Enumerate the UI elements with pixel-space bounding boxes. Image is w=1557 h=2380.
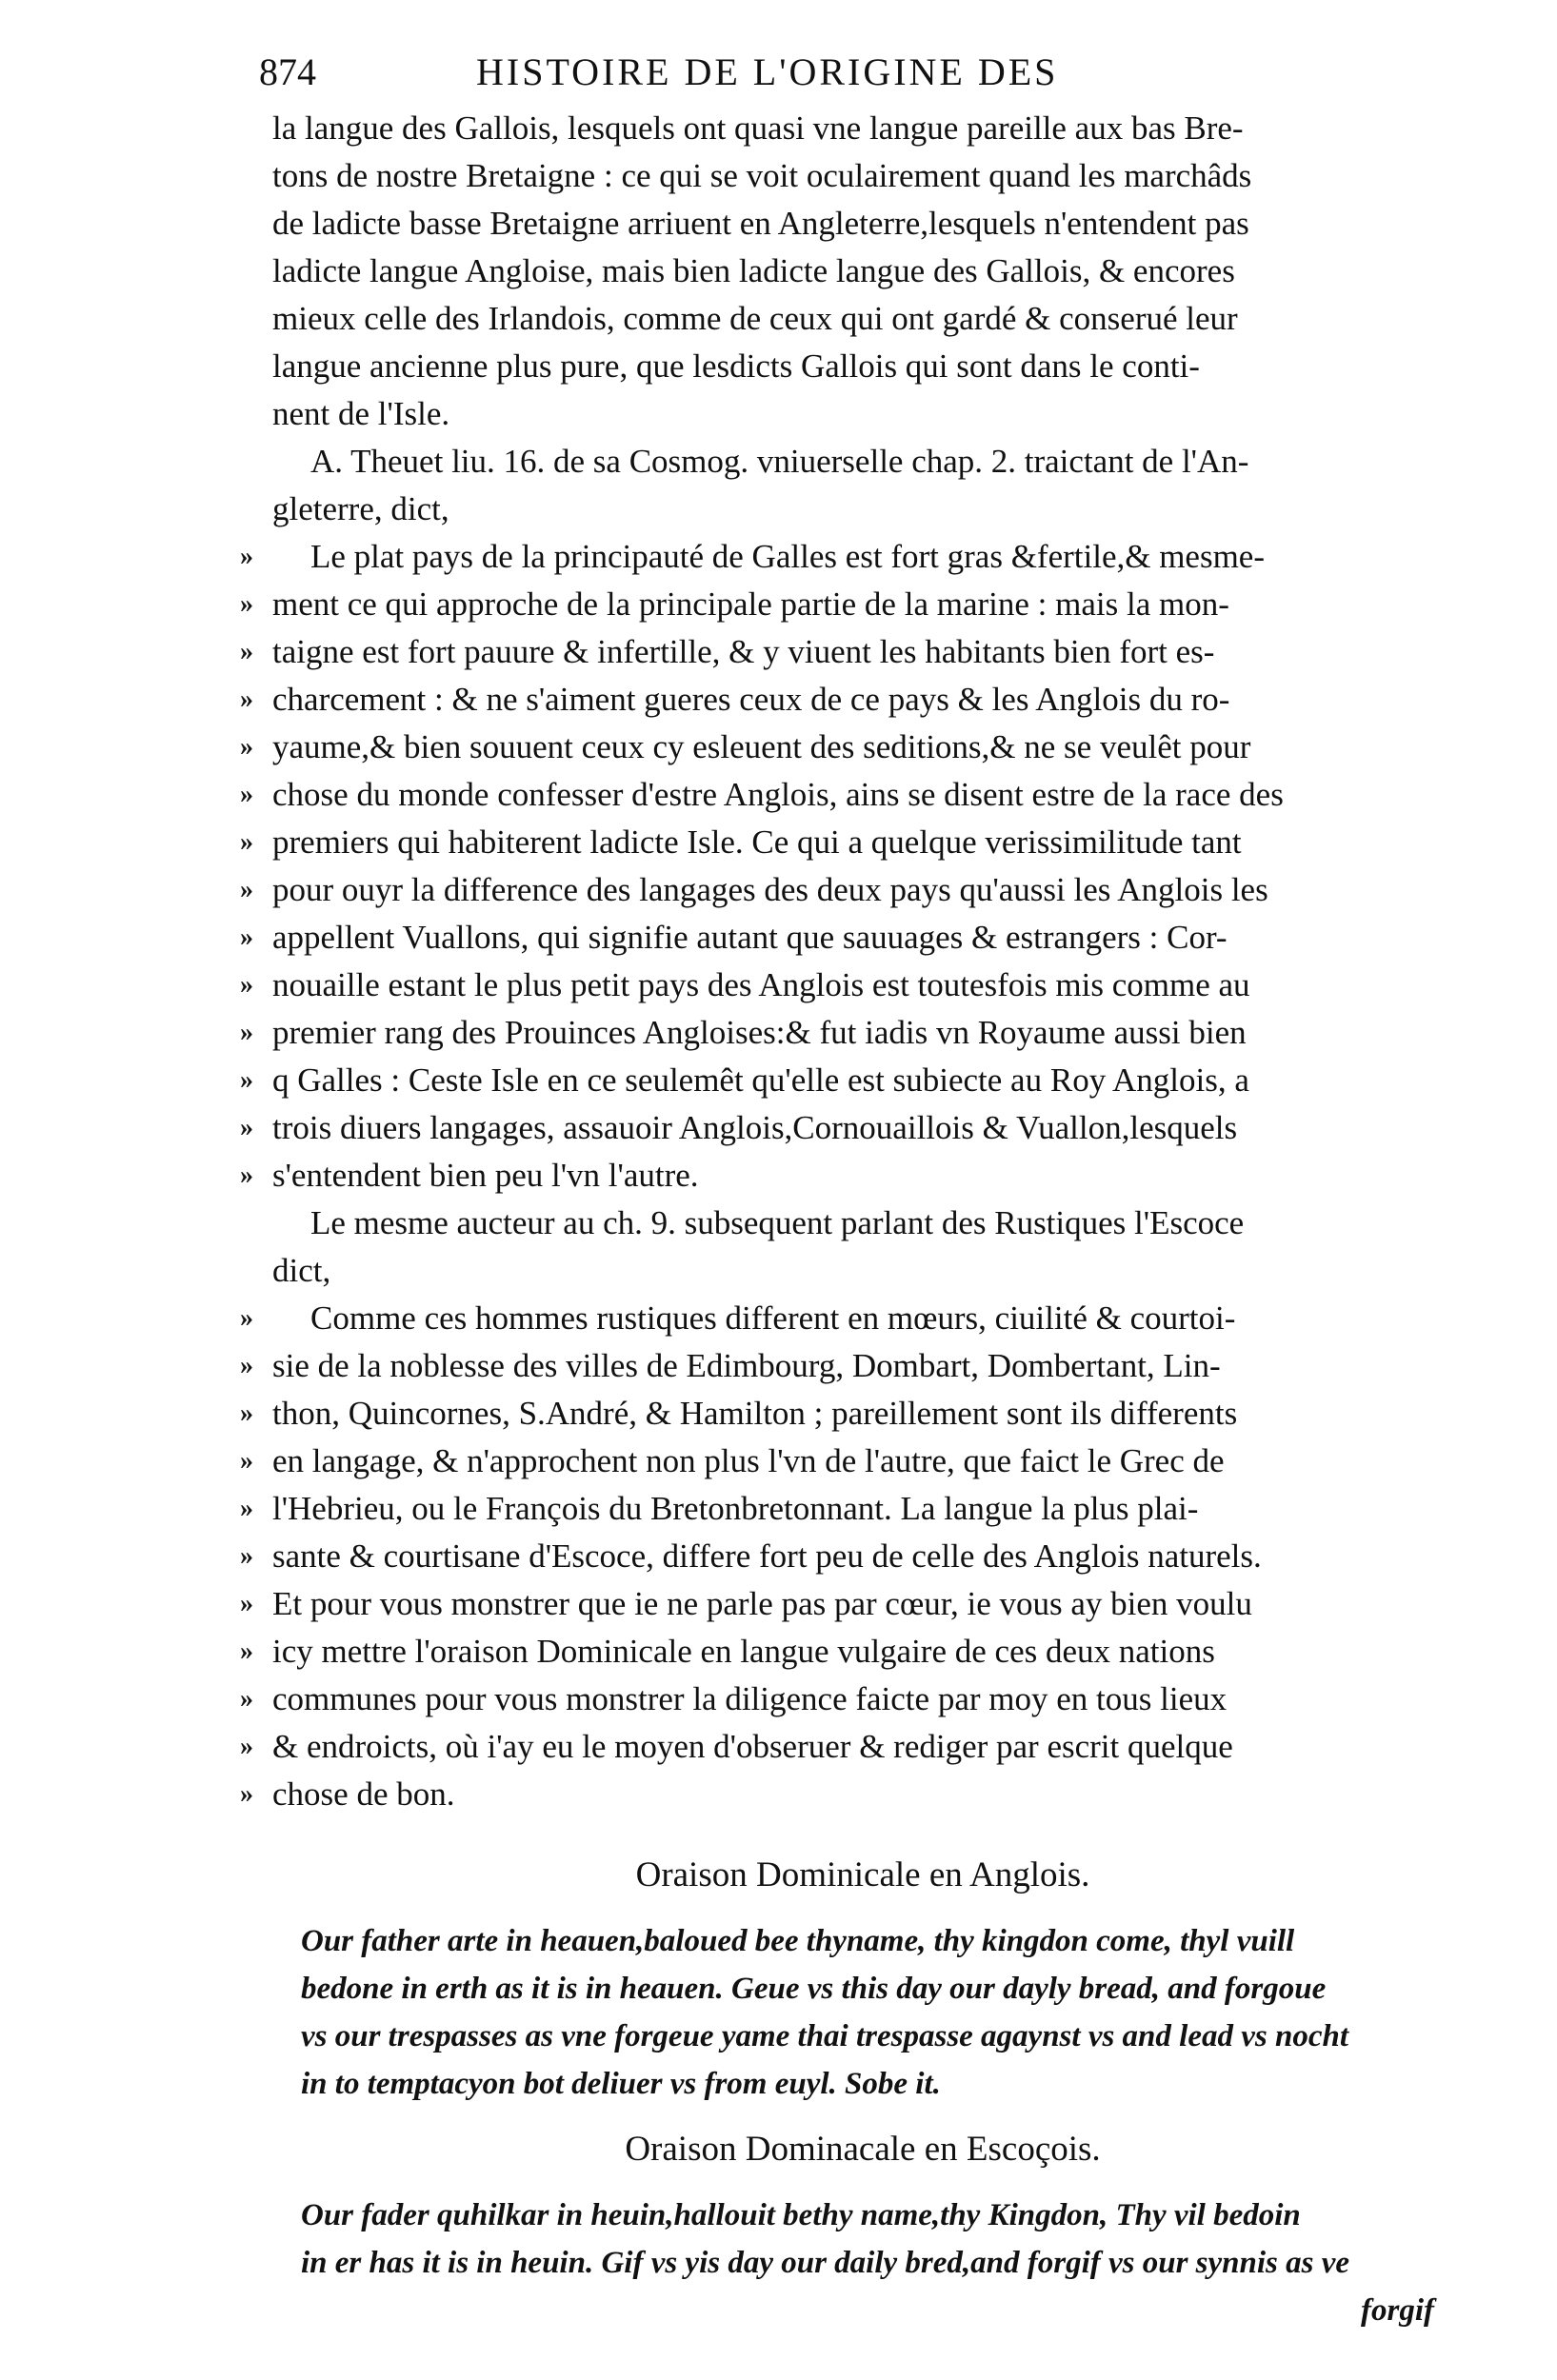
quote-marker: » xyxy=(240,970,253,1000)
text-line: langue ancienne plus pure, que lesdicts Gallois qui sont dans le conti- xyxy=(272,347,1200,385)
text-line: A. Theuet liu. 16. de sa Cosmog. vniuerselle chap. 2. traictant de l'An- xyxy=(310,443,1249,480)
quoted-text: communes pour vous monstrer la diligence faicte par moy en tous lieux xyxy=(272,1680,1228,1717)
quoted-line xyxy=(240,771,1453,819)
quote-marker: » xyxy=(240,922,253,952)
quote-marker: » xyxy=(240,1113,253,1142)
quoted-line xyxy=(240,1104,1453,1152)
section-heading: Oraison Dominicale en Anglois. xyxy=(635,1855,1090,1894)
quoted-line xyxy=(240,1533,1453,1580)
quoted-line xyxy=(240,819,1453,866)
quote-marker: » xyxy=(240,637,253,666)
quoted-text: icy mettre l'oraison Dominicale en langue vulgaire de ces deux nations xyxy=(272,1633,1215,1670)
quoted-line xyxy=(240,1057,1453,1104)
quoted-text: & endroicts, où i'ay eu le moyen d'obseruer & rediger par escrit quelque xyxy=(272,1728,1233,1765)
quoted-text: sie de la noblesse des villes de Edimbourg, Dombart, Dombertant, Lin- xyxy=(272,1347,1221,1384)
text-line: tons de nostre Bretaigne : ce qui se voit oculairement quand les marchâds xyxy=(272,157,1252,194)
quoted-text: thon, Quincornes, S.André, & Hamilton ; pareillement sont ils differents xyxy=(272,1395,1238,1432)
spacer xyxy=(272,1818,1453,1847)
paragraph-2 xyxy=(272,438,1453,533)
page-number: 874 xyxy=(259,50,316,93)
quote-marker: » xyxy=(240,1589,253,1618)
section-scottish xyxy=(272,2121,1453,2334)
quoted-text: chose du monde confesser d'estre Anglois, ains se disent estre de la race des xyxy=(272,776,1284,813)
quoted-text: appellent Vuallons, qui signifie autant que sauuages & estrangers : Cor- xyxy=(272,919,1228,956)
text-line: de ladicte basse Bretaigne arriuent en Angleterre,lesquels n'entendent pas xyxy=(272,205,1249,242)
prayer-line: in to temptacyon bot deliuer vs from euyl. Sobe it. xyxy=(301,2067,941,2101)
quote-marker: » xyxy=(240,1303,253,1333)
quoted-text: ment ce qui approche de la principale partie de la marine : mais la mon- xyxy=(272,585,1229,623)
quoted-text: Comme ces hommes rustiques different en mœurs, ciuilité & courtoi- xyxy=(310,1299,1236,1337)
text-line: la langue des Gallois, lesquels ont quasi vne langue pareille aux bas Bre- xyxy=(272,109,1244,147)
prayer-line: bedone in erth as it is in heauen. Geue vs this day our dayly bread, and forgoue xyxy=(301,1972,1327,2006)
text-line: nent de l'Isle. xyxy=(272,395,450,432)
prayer-line: Our father arte in heauen,baloued bee thyname, thy kingdon come, thyl vuill xyxy=(301,1924,1295,1958)
quoted-line xyxy=(240,581,1453,628)
quoted-line xyxy=(240,866,1453,914)
quote-marker: » xyxy=(240,684,253,714)
quoted-line xyxy=(240,533,1453,581)
quoted-text: premiers qui habiterent ladicte Isle. Ce qui a quelque verissimilitude tant xyxy=(272,823,1242,861)
quoted-text: Le plat pays de la principauté de Galles est fort gras &fertile,& mesme- xyxy=(310,538,1265,575)
quoted-text: chose de bon. xyxy=(272,1775,455,1813)
prayer-line: vs our trespasses as vne forgeue yame thai trespasse agaynst vs and lead vs nocht xyxy=(301,2019,1348,2053)
quoted-line xyxy=(240,1009,1453,1057)
quote-marker: » xyxy=(240,1065,253,1095)
text-line: Le mesme aucteur au ch. 9. subsequent parlant des Rustiques l'Escoce xyxy=(310,1204,1245,1241)
text-line: gleterre, dict, xyxy=(272,490,449,527)
quote-marker: » xyxy=(240,1541,253,1571)
quote-theuet-galles xyxy=(240,533,1453,1200)
quote-marker: » xyxy=(240,827,253,857)
text-line: mieux celle des Irlandois, comme de ceux qui ont gardé & conserué leur xyxy=(272,300,1238,337)
quoted-line xyxy=(240,1152,1453,1200)
quote-marker: » xyxy=(240,1494,253,1523)
quoted-line xyxy=(240,1628,1453,1676)
quoted-text: en langage, & n'approchent non plus l'vn de l'autre, que faict le Grec de xyxy=(272,1442,1225,1479)
quoted-text: premier rang des Prouinces Angloises:& fut iadis vn Royaume aussi bien xyxy=(272,1014,1247,1051)
quoted-text: yaume,& bien souuent ceux cy esleuent des seditions,& ne se veulêt pour xyxy=(272,728,1251,765)
spacer xyxy=(272,2108,1453,2121)
quoted-text: l'Hebrieu, ou le François du Bretonbretonnant. La langue la plus plai- xyxy=(272,1490,1199,1527)
quoted-line xyxy=(240,1390,1453,1438)
quote-theuet-escoce xyxy=(240,1295,1453,1818)
section-english xyxy=(272,1847,1453,2108)
quoted-line xyxy=(240,1295,1453,1342)
section-heading: Oraison Dominacale en Escoçois. xyxy=(625,2130,1101,2169)
body-text xyxy=(240,105,1453,2334)
quoted-line xyxy=(240,724,1453,771)
quoted-line xyxy=(240,1771,1453,1818)
running-title: HISTOIRE DE L'ORIGINE DES xyxy=(476,50,1059,93)
paragraph-1 xyxy=(272,105,1453,438)
quoted-text: q Galles : Ceste Isle en ce seulemêt qu'elle est subiecte au Roy Anglois, a xyxy=(272,1061,1249,1099)
text-line: dict, xyxy=(272,1252,331,1289)
page-header xyxy=(259,46,1459,103)
quoted-text: nouaille estant le plus petit pays des Anglois est toutesfois mis comme au xyxy=(272,966,1250,1003)
quote-marker: » xyxy=(240,1636,253,1666)
quote-marker: » xyxy=(240,875,253,904)
paragraph-3 xyxy=(272,1200,1453,1295)
catchword: forgif xyxy=(1361,2293,1434,2328)
quote-marker: » xyxy=(240,1398,253,1428)
quoted-line xyxy=(240,1342,1453,1390)
quoted-text: pour ouyr la difference des langages des deux pays qu'aussi les Anglois les xyxy=(272,871,1268,908)
quote-marker: » xyxy=(240,1018,253,1047)
text-line: ladicte langue Angloise, mais bien ladicte langue des Gallois, & encores xyxy=(272,252,1235,289)
quoted-line xyxy=(240,962,1453,1009)
quote-marker: » xyxy=(240,589,253,619)
quoted-text: s'entendent bien peu l'vn l'autre. xyxy=(272,1157,699,1194)
quote-marker: » xyxy=(240,780,253,809)
quoted-text: trois diuers langages, assauoir Anglois,Cornouaillois & Vuallon,lesquels xyxy=(272,1109,1238,1146)
quote-marker: » xyxy=(240,1160,253,1190)
quoted-text: taigne est fort pauure & infertille, & y viuent les habitants bien fort es- xyxy=(272,633,1215,670)
quoted-line xyxy=(240,1723,1453,1771)
spacer xyxy=(272,2178,1453,2192)
prayer-line: in er has it is in heuin. Gif vs yis day our daily bred,and forgif vs our synnis as ve xyxy=(301,2246,1350,2280)
quoted-text: Et pour vous monstrer que ie ne parle pas par cœur, ie vous ay bien voulu xyxy=(272,1585,1252,1622)
quote-marker: » xyxy=(240,1446,253,1476)
quoted-line xyxy=(240,628,1453,676)
quote-marker: » xyxy=(240,542,253,571)
quote-marker: » xyxy=(240,732,253,762)
quote-marker: » xyxy=(240,1684,253,1714)
quoted-text: sante & courtisane d'Escoce, differe fort peu de celle des Anglois naturels. xyxy=(272,1537,1262,1575)
quote-marker: » xyxy=(240,1351,253,1380)
quoted-line xyxy=(240,914,1453,962)
quoted-line xyxy=(240,676,1453,724)
quote-marker: » xyxy=(240,1779,253,1809)
quoted-line xyxy=(240,1580,1453,1628)
quoted-line xyxy=(240,1485,1453,1533)
prayer-line: Our fader quhilkar in heuin,hallouit bethy name,thy Kingdon, Thy vil bedoin xyxy=(301,2198,1301,2232)
spacer xyxy=(272,1904,1453,1917)
quoted-text: charcement : & ne s'aiment gueres ceux de ce pays & les Anglois du ro- xyxy=(272,681,1230,718)
quoted-line xyxy=(240,1676,1453,1723)
quote-marker: » xyxy=(240,1732,253,1761)
quoted-line xyxy=(240,1438,1453,1485)
